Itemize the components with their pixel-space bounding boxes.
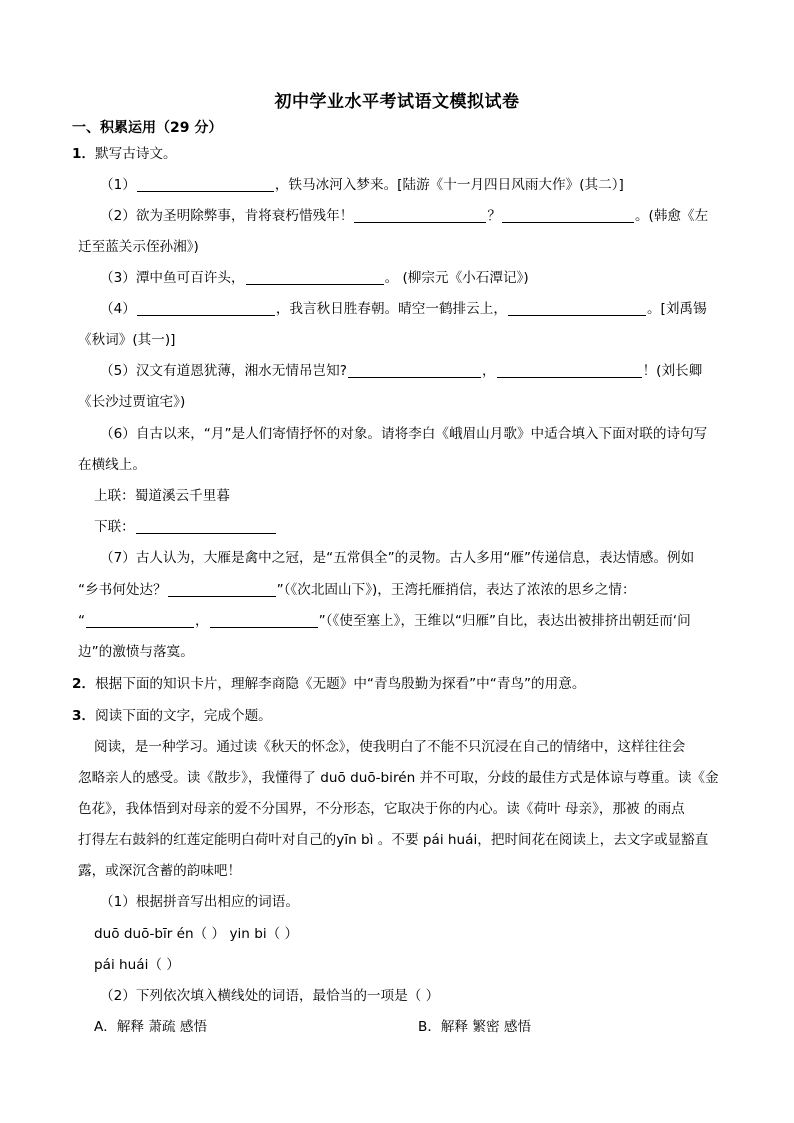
answer-blank[interactable] [348, 363, 481, 378]
pinyin-line-1: duō duō-bīr én（ ） yin bi（ ） [94, 926, 299, 942]
answer-blank[interactable] [508, 301, 646, 316]
answer-blank[interactable] [136, 519, 276, 534]
item-label: （4） [100, 301, 136, 317]
answer-blank[interactable] [210, 613, 318, 628]
q1-item-7-line4: 边”的激愤与落寞。 [78, 644, 194, 660]
q1-item-5 [100, 361, 702, 381]
passage-line-4: 打得左右鼓斜的红莲定能明白荷叶对自己的yīn bì 。不要 pái huái，把时间花在阅读上，去文字或显豁直 [78, 832, 709, 848]
question-number: 2． [72, 676, 96, 692]
item-text: ，铁马冰河入梦来。[陆游《十一月四日风雨大作》(其二）] [274, 177, 624, 193]
answer-blank[interactable] [354, 208, 486, 223]
item-text: （3）潭中鱼可百许头， [100, 270, 245, 286]
q1-item-5-cont: 《长沙过贾谊宅》) [78, 394, 186, 410]
question-1-stem [72, 144, 177, 164]
item-text: ， [195, 613, 209, 629]
q1-item-2-cont: 迁至蓝关示侄孙湘》) [78, 239, 199, 255]
q1-item-7-line2 [78, 580, 636, 600]
q1-item-4 [100, 299, 707, 319]
item-label: 下联： [94, 519, 135, 535]
q1-item-2 [100, 206, 708, 226]
answer-blank[interactable] [502, 208, 634, 223]
item-text: “乡书何处达？ [78, 582, 167, 598]
item-text: （2）欲为圣明除弊事，肯将衰朽惜残年！ [100, 208, 354, 224]
item-label: （1） [100, 177, 136, 193]
passage-line-3: 色花》，我体悟到对母亲的爱不分国界，不分形态，它取决于你的内心。读《荷叶 母亲》，那被 的雨点 [78, 801, 685, 817]
passage-line-5: 露，或深沉含蓄的韵味吧！ [78, 863, 242, 879]
passage-line-2: 忽略亲人的感受。读《散步》，我懂得了 duō duō-birén 并不可取，分歧的最佳方式是体谅与尊重。读《金 [78, 770, 719, 786]
item-text: （5）汉文有道恩犹薄，湘水无情吊岂知? [100, 363, 347, 379]
item-text: ， [481, 363, 496, 379]
answer-blank[interactable] [497, 363, 642, 378]
answer-blank[interactable] [137, 301, 275, 316]
item-text: ”（《次北固山下》)，王湾托雁捎信，表达了浓浓的思乡之情： [276, 582, 636, 598]
item-text: ，我言秋日胜春朝。晴空一鹤排云上， [275, 301, 507, 317]
answer-blank[interactable] [246, 270, 384, 285]
q1-item-7-line3 [78, 611, 691, 631]
sub-question-1: （1）根据拼音写出相应的词语。 [100, 894, 299, 910]
question-text: 默写古诗文。 [95, 146, 177, 162]
item-text: ”（《使至塞上》，王维以“归雁”自比，表达出被排挤出朝廷而‘问 [318, 613, 691, 629]
answer-blank[interactable] [86, 613, 194, 628]
question-text: 根据下面的知识卡片，理解李商隐《无题》中“青鸟殷勤为探看”中“青鸟”的用意。 [95, 676, 586, 692]
section-heading: 一、积累运用（29 分） [72, 120, 223, 136]
pinyin-line-2: pái huái（ ） [94, 957, 180, 973]
question-2 [72, 674, 585, 694]
question-number: 1． [72, 146, 96, 162]
sub-question-2: （2）下列依次填入横线处的词语，最恰当的一项是（ ） [100, 988, 440, 1004]
item-text: ！(刘长卿 [642, 363, 703, 379]
q1-item-6: （6）自古以来，“月”是人们寄情抒怀的对象。请将李白《峨眉山月歌》中适合填入下面对联的诗句写 [100, 426, 708, 442]
answer-blank[interactable] [137, 177, 274, 192]
q1-item-7: （7）古人认为，大雁是禽中之冠，是“五常俱全”的灵物。古人多用“雁”传递信息，表达情感。例如 [100, 550, 695, 566]
answer-blank[interactable] [168, 582, 276, 597]
item-text: 。 (柳宗元《小石潭记》) [384, 270, 529, 286]
question-text: 阅读下面的文字，完成个题。 [95, 708, 272, 724]
q1-item-1 [100, 175, 624, 195]
page-title: 初中学业水平考试语文模拟试卷 [274, 92, 520, 112]
option-a[interactable]: A．解释 萧疏 感悟 [94, 1019, 208, 1035]
option-b[interactable]: B．解释 繁密 感悟 [418, 1019, 532, 1035]
passage-line-1: 阅读，是一种学习。通过读《秋天的怀念》，使我明白了不能不只沉浸在自己的情绪中，这样往往会 [94, 739, 686, 755]
couplet-upper: 上联：蜀道溪云千里暮 [94, 488, 230, 504]
question-number: 3． [72, 708, 96, 724]
question-3-stem [72, 706, 272, 726]
item-text: ？ [487, 208, 501, 224]
couplet-lower [94, 517, 277, 537]
item-text: “ [78, 613, 86, 629]
q1-item-4-cont: 《秋词》(其一)] [78, 332, 176, 348]
item-text: 。(韩愈《左 [634, 208, 709, 224]
q1-item-3 [100, 268, 529, 288]
q1-item-6-cont: 在横线上。 [78, 457, 146, 473]
item-text: 。[刘禹锡 [646, 301, 707, 317]
